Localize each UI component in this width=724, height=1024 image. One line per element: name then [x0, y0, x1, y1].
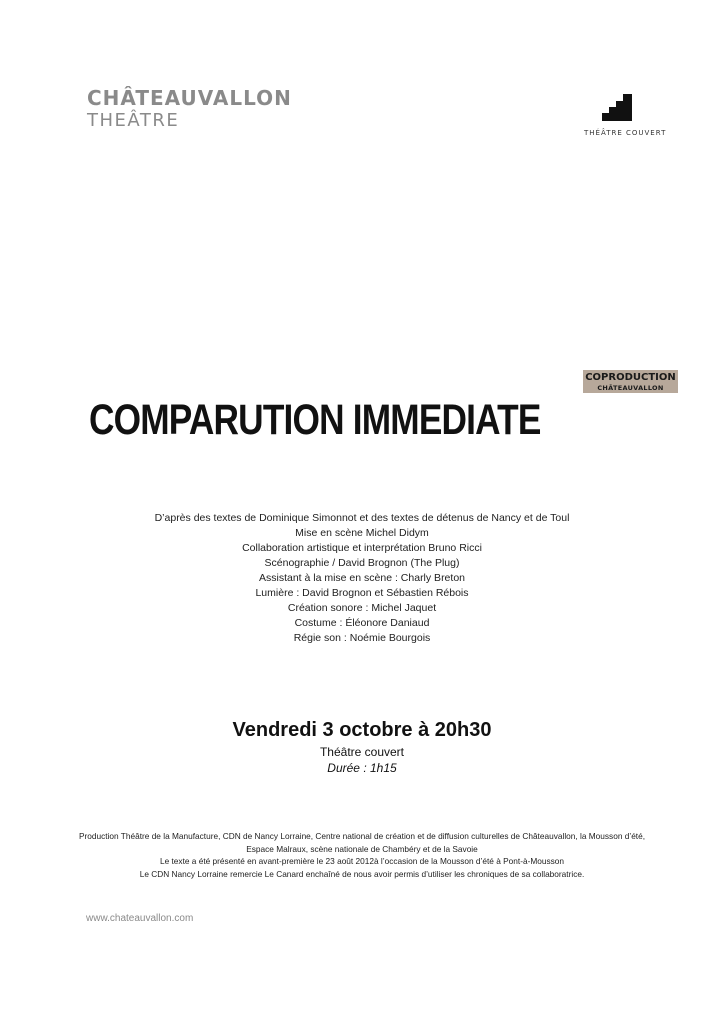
production-notes: [0, 830, 724, 880]
production-line: Le CDN Nancy Lorraine remercie Le Canard enchaîné de nous avoir permis d’utiliser les chroniques de sa collaboratrice.: [139, 868, 585, 879]
credit-line: Création sonore : Michel Jaquet: [287, 602, 437, 614]
production-line: Production Théâtre de la Manufacture, CDN de Nancy Lorraine, Centre national de création et de diffusion culturelles de Châteauvallon, la Mousson d’été,: [78, 831, 646, 841]
event-date: Vendredi 3 octobre à 20h30: [232, 719, 492, 741]
brand-subtitle: THEÂTRE: [87, 110, 180, 131]
credit-line: Lumière : David Brognon et Sébastien Rébois: [255, 587, 469, 599]
credit-line: Assistant à la mise en scène : Charly Breton: [258, 572, 465, 584]
brand-name: CHÂTEAUVALLON: [87, 86, 292, 110]
stairs-icon: [602, 94, 632, 121]
brand-logo: [87, 86, 292, 132]
credits-block: [0, 511, 724, 646]
credit-line: Scénographie / David Brognon (The Plug): [264, 557, 460, 569]
credit-line: Collaboration artistique et interprétation Bruno Ricci: [242, 542, 482, 554]
coproduction-badge: [583, 370, 678, 393]
badge-bottom-text: CHÂTEAUVALLON: [597, 384, 664, 392]
credit-line: Costume : Éléonore Daniaud: [294, 617, 430, 629]
production-line: Espace Malraux, scène nationale de Chambéry et de la Savoie: [246, 843, 478, 854]
website-link[interactable]: www.chateauvallon.com: [86, 913, 194, 924]
event-info: [0, 716, 724, 776]
venue-label: THÉÂTRE COUVERT: [584, 129, 667, 137]
show-title: COMPARUTION IMMEDIATE: [89, 396, 541, 444]
venue-logo: [584, 94, 667, 137]
credit-line: Mise en scène Michel Didym: [295, 527, 429, 539]
event-duration: Durée : 1h15: [327, 761, 397, 775]
credit-line: D’après des textes de Dominique Simonnot et des textes de détenus de Nancy et de Toul: [154, 512, 570, 524]
event-venue: Théâtre couvert: [319, 745, 405, 759]
badge-top-text: COPRODUCTION: [585, 372, 676, 383]
credit-line: Régie son : Noémie Bourgois: [293, 632, 431, 644]
production-line: Le texte a été présenté en avant-première le 23 août 2012à l’occasion de la Mousson d’été à Pont-à-Mousson: [159, 856, 565, 866]
